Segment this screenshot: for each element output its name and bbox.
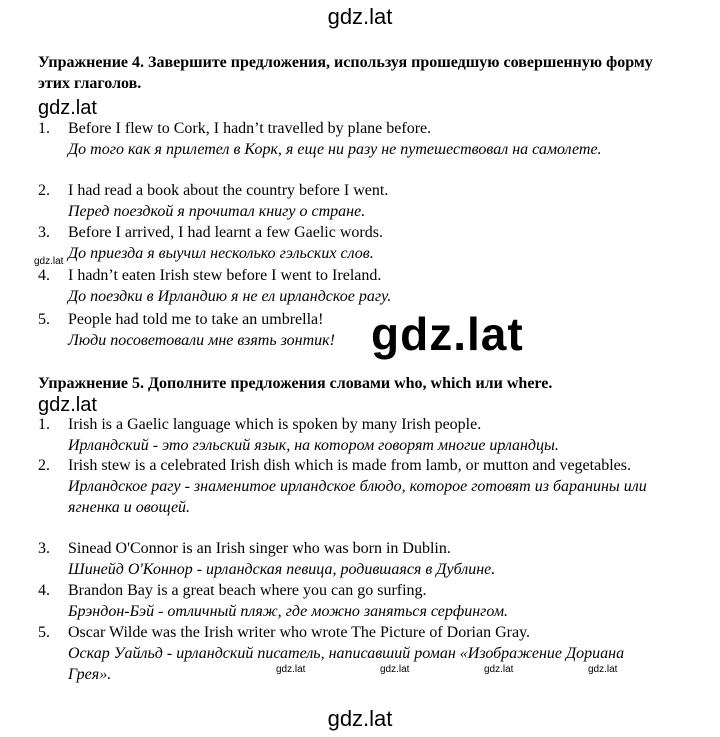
watermark-tiny-2: gdz.lat: [380, 664, 410, 675]
russian-translation: Шинейд О'Коннор - ирландская певица, родившаяся в Дублине.: [68, 561, 496, 578]
item-number: 3.: [38, 540, 50, 557]
exercise4-item-2: [38, 180, 678, 222]
exercise5-heading: Упражнение 5. Дополните предложения словами who, which или where.: [38, 375, 553, 392]
english-sentence: Sinead O'Connor is an Irish singer who was born in Dublin.: [68, 540, 451, 557]
exercise5-item-5: [38, 622, 648, 685]
item-number: 4.: [38, 582, 50, 599]
english-sentence: Before I flew to Cork, I hadn’t travelled by plane before.: [68, 120, 432, 137]
exercise5-item-3: [38, 538, 678, 580]
english-sentence: Irish stew is a celebrated Irish dish which is made from lamb, or mutton and vegetables.: [68, 457, 631, 474]
english-sentence: I hadn’t eaten Irish stew before I went to Ireland.: [68, 267, 382, 284]
item-number: 2.: [38, 182, 50, 199]
english-sentence: Before I arrived, I had learnt a few Gaelic words.: [68, 224, 383, 241]
russian-translation: Люди посоветовали мне взять зонтик!: [68, 332, 335, 349]
item-number: 4.: [38, 267, 50, 284]
watermark-tiny-1: gdz.lat: [276, 664, 306, 675]
watermark-top: gdz.lat: [327, 4, 393, 29]
item-number: 5.: [38, 624, 50, 641]
watermark-section1: gdz.lat: [38, 97, 97, 119]
watermark-big: gdz.lat: [368, 308, 527, 360]
exercise4-item-4: [38, 265, 678, 307]
exercise4-item-5: [38, 309, 678, 351]
english-sentence: People had told me to take an umbrella!: [68, 311, 324, 328]
russian-translation: До того как я прилетел в Корк, я еще ни разу не путешествовал на самолете.: [68, 141, 602, 158]
exercise5-item-1: [38, 414, 678, 456]
item-number: 5.: [38, 311, 50, 328]
english-sentence: Oscar Wilde was the Irish writer who wrote The Picture of Dorian Gray.: [68, 624, 531, 641]
russian-translation: До поездки в Ирландию я не ел ирландское рагу.: [68, 288, 392, 305]
item-number: 1.: [38, 120, 50, 137]
watermark-tiny-3: gdz.lat: [484, 664, 514, 675]
item-number: 3.: [38, 224, 50, 241]
russian-translation: Ирландский - это гэльский язык, на котором говорят многие ирландцы.: [68, 437, 559, 454]
watermark-bottom: gdz.lat: [327, 706, 393, 731]
russian-translation: До приезда я выучил несколько гэльских слов.: [68, 245, 374, 262]
watermark-tiny-left: gdz.lat: [34, 256, 64, 267]
english-sentence: Irish is a Gaelic language which is spoken by many Irish people.: [68, 416, 482, 433]
item-number: 2.: [38, 457, 50, 474]
exercise5-item-4: [38, 580, 678, 622]
exercise4-heading: Упражнение 4. Завершите предложения, используя прошедшую совершенную форму этих глаголов.: [38, 54, 653, 92]
english-sentence: I had read a book about the country before I went.: [68, 182, 389, 199]
russian-translation: Оскар Уайльд - ирландский писатель, написавший роман «Изображение Дориана Грея».: [68, 645, 625, 683]
item-number: 1.: [38, 416, 50, 433]
exercise4-item-1: [38, 118, 678, 160]
watermark-section2: gdz.lat: [38, 394, 97, 416]
exercise5-item-2: [38, 455, 658, 518]
russian-translation: Брэндон-Бэй - отличный пляж, где можно заняться серфингом.: [68, 603, 509, 620]
exercise4-item-3: [38, 222, 678, 264]
english-sentence: Brandon Bay is a great beach where you can go surfing.: [68, 582, 427, 599]
russian-translation: Ирландское рагу - знаменитое ирландское блюдо, которое готовят из баранины или ягненка и овощей.: [68, 478, 647, 516]
watermark-tiny-4: gdz.lat: [588, 664, 618, 675]
russian-translation: Перед поездкой я прочитал книгу о стране.: [68, 203, 366, 220]
